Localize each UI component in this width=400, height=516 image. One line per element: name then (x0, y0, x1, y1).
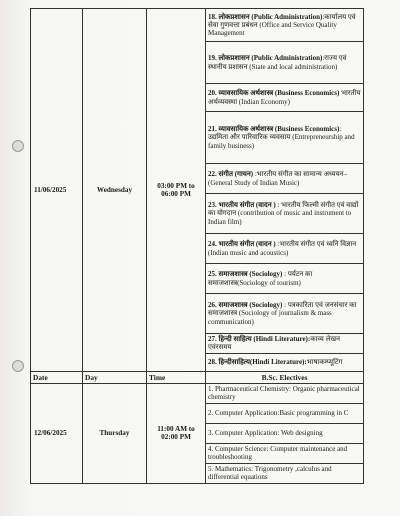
subject-title: समाजशास्त्र (Sociology) (218, 270, 283, 279)
subject-number: 24. (208, 240, 217, 249)
subject-detail: : पत्रकारिता एवं जनसंचार का समाजशास्त्र (Sociology of journalism & mass communication) (208, 301, 357, 326)
subject-cell (206, 353, 364, 371)
subject-number: 27. (208, 335, 217, 343)
elective-cell: 4. Computer Science: Computer maintenance and troubleshooting (206, 443, 364, 463)
subject-cell (206, 234, 364, 264)
subject-title: व्यावसायिक अर्थशास्त्र (Business Economics) (218, 125, 340, 134)
subject-cell (206, 9, 364, 42)
subject-detail: भारतीय अर्थव्यवस्था (Indian Economy) (208, 89, 361, 106)
subject-detail: :कार्यालय एवं सेवा गुणवत्ता प्रबंधन (Office and Service Quality Management (208, 12, 356, 38)
subject-number: 21. (208, 125, 217, 134)
header-date: Date (31, 371, 83, 383)
elective-cell: 3. Computer Application: Web designing (206, 423, 364, 443)
subject-title: लोकप्रशासन (Public Administration) (218, 12, 323, 21)
subject-cell (206, 264, 364, 294)
subject-number: 25. (208, 270, 217, 279)
subject-title: लोकप्रशासन (Public Administration) (218, 54, 323, 63)
subject-number: 28. (208, 357, 217, 366)
exam-time: 11:00 AM to 02:00 PM (147, 383, 206, 483)
subject-title: समाजशास्त्र (Sociology) (218, 301, 283, 310)
subject-cell (206, 194, 364, 234)
schedule-row (31, 383, 364, 403)
header-bsc-electives: B.Sc. Electives (206, 371, 364, 383)
subject-title: हिन्दीसाहित्य(Hindi Literature): (218, 357, 307, 366)
subject-title: हिन्दी साहित्य (Hindi Literature): (218, 335, 311, 343)
subject-number: 19. (208, 54, 217, 63)
exam-day: Thursday (83, 383, 147, 483)
subject-number: 26. (208, 301, 217, 310)
subject-number: 20. (208, 89, 217, 98)
elective-cell: 2. Computer Application:Basic programming in C (206, 403, 364, 423)
subject-title: भारतीय संगीत (वादन ) (218, 201, 276, 210)
table-header-row (31, 371, 364, 383)
subject-number: 18. (208, 12, 217, 21)
subject-detail: :राज्य एवं स्थानीय प्रशासन (State and local administration) (208, 54, 347, 71)
subject-cell (206, 334, 364, 354)
subject-detail: भाषाकम्प्यूटिंग (306, 357, 343, 366)
exam-time: 03:00 PM to 06:00 PM (147, 9, 206, 372)
subject-detail: : उद्यमिता और पारिवारिक व्यवसाय (Entrepreneurship and family business) (208, 125, 355, 150)
exam-day: Wednesday (83, 9, 147, 372)
subject-cell (206, 164, 364, 194)
subject-detail: :भारतीय संगीत का सामान्य अध्ययन–(General Study of Indian Music) (208, 170, 348, 187)
elective-cell: 5. Mathematics: Trigonometry ,calculus and differential equations (206, 463, 364, 483)
subject-cell (206, 112, 364, 164)
punch-hole-bottom (12, 360, 24, 372)
exam-date: 12/06/2025 (31, 383, 83, 483)
subject-cell (206, 84, 364, 112)
elective-cell: 1. Pharmaceutical Chemistry: Organic pharmaceutical chemistry (206, 383, 364, 403)
header-time: Time (147, 371, 206, 383)
exam-date: 11/06/2025 (31, 9, 83, 372)
subject-detail: : भारतीय फिल्मी संगीत एवं वाद्यों का योगदान (contribution of music and instrument to Indian film) (208, 201, 359, 226)
subject-detail: : पर्यटन का समाजशास्त्र(Sociology of tourism) (208, 270, 313, 287)
subject-title: संगीत (गायन) (218, 170, 254, 179)
subject-title: व्यावसायिक अर्थशास्त्र (Business Economics) (218, 89, 340, 98)
subject-detail: काव्य लेखन एवंरसमय (208, 335, 340, 352)
subject-number: 22. (208, 170, 217, 179)
exam-schedule-table (30, 8, 364, 484)
subject-title: भारतीय संगीत (वादन ) (218, 240, 276, 249)
subject-number: 23. (208, 201, 217, 210)
subject-cell (206, 42, 364, 84)
punch-hole-top (12, 140, 24, 152)
schedule-row (31, 9, 364, 42)
subject-cell (206, 294, 364, 334)
header-day: Day (83, 371, 147, 383)
subject-detail: :भारतीय संगीत एवं ध्वनि विज्ञान (Indian music and acoustics) (208, 240, 357, 257)
